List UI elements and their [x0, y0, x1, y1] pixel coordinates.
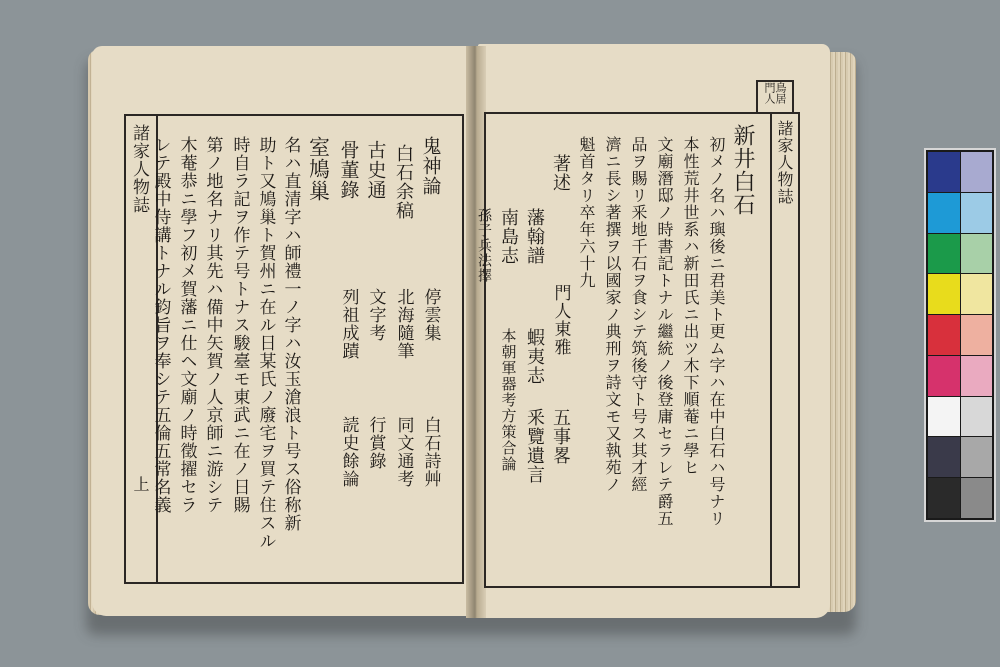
- left-text-column: 鬼神論: [419, 136, 442, 196]
- color-patch: [961, 315, 993, 355]
- left-book-title-column: 北海隨筆: [393, 288, 414, 360]
- left-text-column: 骨董錄: [337, 140, 360, 200]
- color-patch: [928, 274, 960, 314]
- right-text-column: 門人東雅: [550, 284, 571, 356]
- color-patch: [961, 478, 993, 518]
- right-text-column: 濟ニ長シ著撰ヲ以國家ノ典刑ヲ詩文モ又執苑ノ: [603, 136, 622, 493]
- left-text-column: 木菴恭ニ學フ初メ賀藩ニ仕ヘ文廟ノ時徵擢セラ: [176, 136, 197, 514]
- book-gutter: [466, 46, 486, 618]
- left-text-column: 第ノ地名ナリ其先ハ備中矢賀ノ人京師ニ游シテ: [202, 136, 223, 514]
- left-book-title-column: 停雲集: [420, 288, 441, 342]
- left-book-title-column: 同文通考: [393, 416, 414, 488]
- color-patch: [961, 356, 993, 396]
- right-text-column: 文廟潛邸ノ時書記トナル繼統ノ後登庸セラレテ爵五: [655, 136, 674, 527]
- left-text-column: 白石余稿: [393, 144, 414, 220]
- left-book-title-column: 文字考: [365, 288, 386, 342]
- right-text-column: 本性荒井世系ハ新田氏ニ出ツ木下順菴ニ學ヒ: [681, 136, 700, 476]
- left-book-title-column: 読史餘論: [338, 416, 359, 488]
- right-hanshin: [770, 114, 800, 586]
- color-patch: [928, 193, 960, 233]
- right-text-column: 本朝軍器考: [499, 328, 518, 408]
- color-patch: [961, 437, 993, 477]
- color-patch: [928, 152, 960, 192]
- left-text-column: 室鳩巢: [306, 136, 331, 202]
- right-text-column: 蝦夷志: [524, 328, 545, 385]
- right-hanshin-title: 諸家人物誌: [775, 120, 794, 205]
- right-text-column: 新井白石: [730, 124, 755, 216]
- right-text-column: 品ヲ賜リ釆地千石ヲ食シテ筑後守ト号ス其才經: [629, 136, 648, 493]
- right-text-column: 藩翰譜: [524, 208, 545, 265]
- color-patch: [928, 437, 960, 477]
- color-patch: [961, 193, 993, 233]
- color-patch: [961, 152, 993, 192]
- right-text-column: 南島志: [498, 208, 519, 265]
- color-patch: [928, 397, 960, 437]
- right-text-column: 初メノ名ハ璵後ニ君美ト更ム字ハ在中白石ハ号ナリ: [707, 136, 726, 527]
- color-checker-card: [924, 148, 996, 522]
- color-patch: [961, 234, 993, 274]
- left-text-column: 時自ラ記ヲ作テ号トナス駿臺モ東武ニ在ノ日賜: [229, 136, 250, 514]
- left-text-column: 名ハ直清字ハ師禮一ノ字ハ汝玉滄浪ト号ス俗称新: [280, 136, 301, 532]
- right-text-column: 魁首タリ卒年六十九: [577, 136, 596, 289]
- right-text-column: 五事畧: [550, 408, 571, 465]
- color-patch: [928, 356, 960, 396]
- left-book-title-column: 白石詩艸: [420, 416, 441, 488]
- right-text-column: 孫子兵法擇: [476, 208, 492, 283]
- color-patch: [928, 234, 960, 274]
- right-text-column: 方策合論: [499, 408, 518, 472]
- left-book-title-column: 列祖成蹟: [338, 288, 359, 360]
- left-text-column: 助ト又鳩巢ト賀州ニ在ル日某氏ノ廢宅ヲ買テ住スル: [255, 136, 276, 550]
- seal-stamp: 鳥居門人: [756, 80, 794, 114]
- left-hanshin-folio: 上: [131, 476, 150, 493]
- color-patch: [961, 397, 993, 437]
- left-text-column: 古史通: [364, 140, 387, 200]
- color-patch: [961, 274, 993, 314]
- left-book-title-column: 行賞錄: [365, 416, 386, 470]
- left-hanshin-title: 諸家人物誌: [129, 124, 149, 214]
- color-patch: [928, 478, 960, 518]
- right-text-column: 著述: [550, 154, 571, 192]
- left-text-column: レテ殿中侍講トナル鈞旨ヲ奉シテ五倫五常名義: [150, 136, 171, 514]
- color-patch: [928, 315, 960, 355]
- right-text-column: 釆覽遺言: [524, 408, 545, 484]
